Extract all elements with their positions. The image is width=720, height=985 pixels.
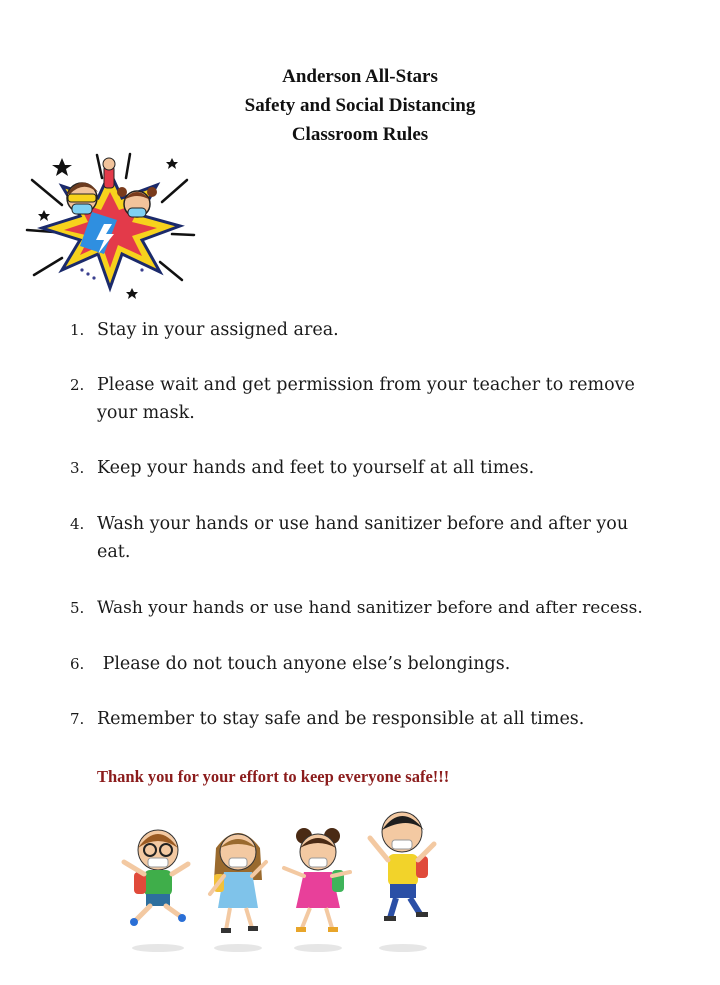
list-item <box>70 650 680 678</box>
rule-number: 5. <box>70 599 85 617</box>
rule-text: Please do not touch anyone else’s belongings. <box>97 654 511 674</box>
thank-you-message: Thank you for your effort to keep everyone safe!!! <box>97 767 450 786</box>
list-item <box>70 316 680 344</box>
rule-text: Keep your hands and feet to yourself at all times. <box>97 458 535 478</box>
list-item <box>70 454 680 482</box>
masked-kids-jumping-icon <box>118 808 448 958</box>
rule-number: 1. <box>70 321 85 339</box>
list-item <box>70 510 640 566</box>
rule-text: Remember to stay safe and be responsible at all times. <box>97 709 585 729</box>
rule-text: Please wait and get permission from your teacher to remove your mask. <box>97 375 635 423</box>
rule-number: 4. <box>70 515 85 533</box>
rule-number: 2. <box>70 376 85 394</box>
title-line-rules: Classroom Rules <box>291 124 429 145</box>
list-item <box>70 371 650 427</box>
rule-text: Wash your hands or use hand sanitizer before and after recess. <box>97 598 643 618</box>
rule-text: Stay in your assigned area. <box>97 320 339 340</box>
list-item <box>70 705 680 733</box>
title-line-topic: Safety and Social Distancing <box>244 95 476 116</box>
rule-number: 3. <box>70 459 85 477</box>
rule-number: 6. <box>70 655 85 673</box>
title-line-school: Anderson All-Stars <box>282 66 438 87</box>
list-item <box>70 594 680 622</box>
rule-number: 7. <box>70 710 85 728</box>
rule-text: Wash your hands or use hand sanitizer before and after you eat. <box>97 514 629 562</box>
